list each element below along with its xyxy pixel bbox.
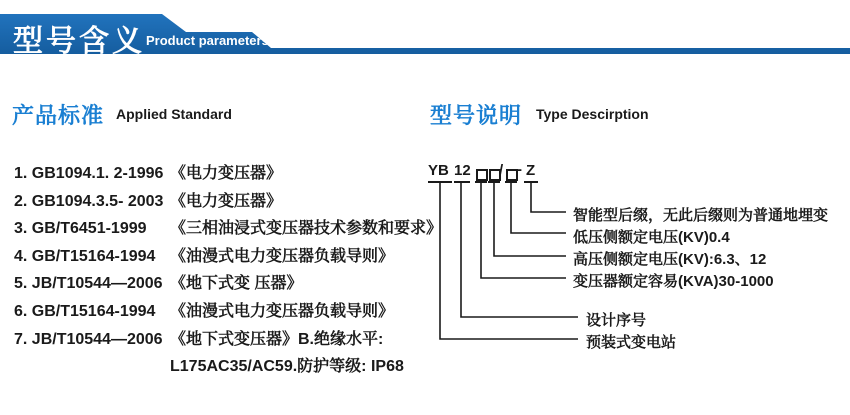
standard-item	[14, 215, 443, 243]
standard-continuation: L175AC35/AC59.防护等级: IP68	[170, 358, 404, 376]
standard-item	[14, 270, 420, 298]
model-label-design-no: 设计序号	[586, 312, 647, 329]
model-code-dash: -	[517, 161, 522, 178]
standard-code-empty	[14, 353, 170, 381]
model-label-lv-voltage: 低压侧额定电压(KV)0.4	[573, 229, 730, 246]
standard-item	[14, 188, 420, 216]
standards-title-en: Applied Standard	[116, 106, 232, 122]
model-label-hv-voltage: 高压侧额定电压(KV):6.3、12	[573, 251, 767, 268]
standard-item	[14, 298, 420, 326]
model-label-capacity: 变压器额定容易(KVA)30-1000	[573, 273, 774, 290]
model-code-design-no: 12	[454, 162, 471, 179]
standard-name: 《电力变压器》	[170, 192, 283, 210]
standard-name: 《地下式变 压器》	[170, 275, 303, 293]
standard-code: 4. GB/T15164-1994	[14, 247, 156, 265]
page-title: 型号含义	[13, 25, 145, 58]
standard-item	[14, 160, 420, 188]
model-label-suffix: 智能型后缀，无此后缀则为普通地埋变	[573, 207, 829, 224]
standard-code: 3. GB/T6451-1999	[14, 220, 147, 238]
model-title-en: Type Descirption	[536, 106, 649, 122]
standard-name: 《地下式变压器》B.绝缘水平:	[170, 330, 384, 348]
standard-name: 《三相油浸式变压器技术参数和要求》	[170, 220, 443, 238]
page-subtitle: Product parameters	[146, 33, 269, 48]
standard-item	[14, 326, 420, 354]
standard-name: 《电力变压器》	[170, 165, 283, 182]
standard-item-continuation	[14, 353, 420, 381]
standard-item	[14, 243, 420, 271]
model-title: 型号说明	[430, 103, 523, 128]
model-label-substation: 预装式变电站	[586, 334, 677, 351]
model-code-prefix: YB	[428, 162, 449, 179]
standard-code: 5. JB/T10544—2006	[14, 275, 163, 293]
model-code-suffix: Z	[526, 162, 536, 179]
standard-code: 1. GB1094.1. 2-1996	[14, 165, 164, 182]
standard-code: 6. GB/T15164-1994	[14, 302, 156, 320]
standard-code: 7. JB/T10544—2006	[14, 330, 163, 348]
standard-code: 2. GB1094.3.5- 2003	[14, 192, 164, 210]
standard-name: 《油漫式电力变压器负载导则》	[170, 247, 395, 265]
model-code-slash: /	[499, 162, 504, 179]
standard-name: 《油漫式电力变压器负载导则》	[170, 302, 395, 320]
standards-title: 产品标准	[12, 103, 105, 128]
